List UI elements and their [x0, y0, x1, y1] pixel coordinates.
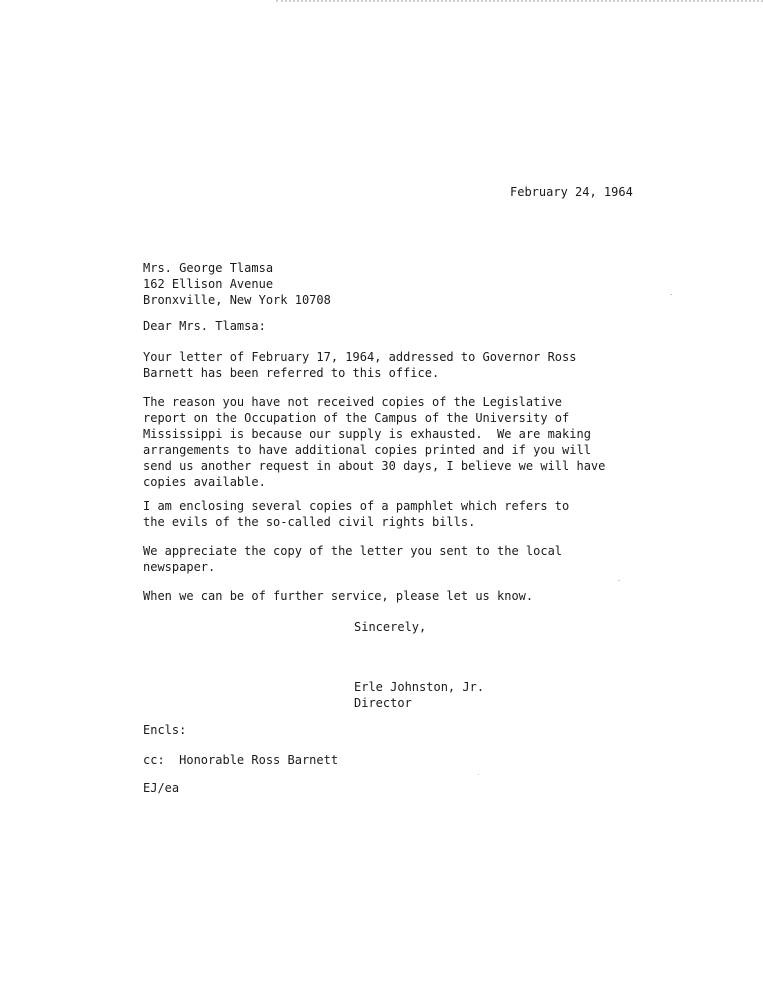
paragraph-line: send us another request in about 30 days, I believe we will have [143, 459, 606, 473]
recipient-name: Mrs. George Tlamsa [143, 261, 274, 275]
paragraph-line: Barnett has been referred to this office. [143, 366, 440, 380]
paragraph-line: The reason you have not received copies of the Legislative [143, 395, 563, 409]
enclosures-notation: Encls: [143, 723, 187, 737]
paragraph-line: copies available. [143, 475, 266, 489]
paragraph-line: the evils of the so-called civil rights bills. [143, 515, 476, 529]
scan-speck [670, 294, 672, 295]
paragraph-line: When we can be of further service, please let us know. [143, 589, 534, 603]
carbon-copy-notation: cc: Honorable Ross Barnett [143, 753, 339, 767]
reference-initials: EJ/ea [143, 781, 180, 795]
body-paragraph-2 [143, 394, 605, 490]
letter-date: February 24, 1964 [510, 185, 633, 199]
paragraph-line: We appreciate the copy of the letter you sent to the local [143, 544, 563, 558]
body-paragraph-5 [143, 588, 533, 604]
paragraph-line: Your letter of February 17, 1964, addressed to Governor Ross [143, 350, 577, 364]
paragraph-line: report on the Occupation of the Campus of the University of [143, 411, 570, 425]
paragraph-line: Mississippi is because our supply is exhausted. We are making [143, 427, 591, 441]
paragraph-line: newspaper. [143, 560, 216, 574]
scan-speck [478, 774, 479, 775]
signer-name: Erle Johnston, Jr. [354, 680, 485, 694]
body-paragraph-1 [143, 349, 576, 381]
inside-address [143, 260, 331, 308]
salutation: Dear Mrs. Tlamsa: [143, 319, 266, 333]
paragraph-line: arrangements to have additional copies printed and if you will [143, 443, 591, 457]
recipient-city: Bronxville, New York 10708 [143, 293, 331, 307]
body-paragraph-4 [143, 543, 562, 575]
signer-title: Director [354, 696, 412, 710]
scan-speck [618, 580, 620, 581]
complimentary-closing: Sincerely, [354, 620, 427, 634]
paragraph-line: I am enclosing several copies of a pamphlet which refers to [143, 499, 570, 513]
page-edge-perforation [276, 0, 763, 4]
signature-block [354, 679, 484, 711]
recipient-street: 162 Ellison Avenue [143, 277, 274, 291]
body-paragraph-3 [143, 498, 569, 530]
